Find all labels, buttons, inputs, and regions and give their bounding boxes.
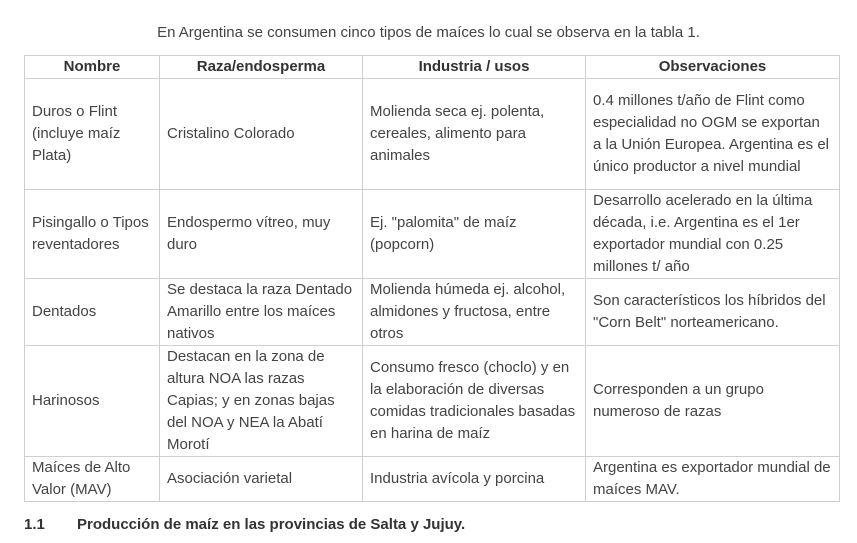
section-heading bbox=[24, 514, 465, 536]
cell-observaciones: Corresponden a un grupo numeroso de razas bbox=[586, 346, 840, 457]
table-row bbox=[25, 457, 840, 502]
cell-observaciones: Son característicos los híbridos del "Corn Belt" norteamericano. bbox=[586, 279, 840, 346]
cell-observaciones: 0.4 millones t/año de Flint como especialidad no OGM se exportan a la Unión Europea. Argentina es el único productor a nivel mundial bbox=[586, 79, 840, 190]
cell-nombre: Harinosos bbox=[25, 346, 160, 457]
cell-raza: Destacan en la zona de altura NOA las razas Capias; y en zonas bajas del NOA y NEA la Abatí Morotí bbox=[160, 346, 363, 457]
cell-raza: Cristalino Colorado bbox=[160, 79, 363, 190]
cell-observaciones: Argentina es exportador mundial de maíces MAV. bbox=[586, 457, 840, 502]
header-raza-endosperma: Raza/endosperma bbox=[160, 56, 363, 79]
cell-nombre: Duros o Flint (incluye maíz Plata) bbox=[25, 79, 160, 190]
cell-industria: Molienda húmeda ej. alcohol, almidones y fructosa, entre otros bbox=[363, 279, 586, 346]
cell-industria: Consumo fresco (choclo) y en la elaboración de diversas comidas tradicionales basadas en harina de maíz bbox=[363, 346, 586, 457]
cell-observaciones: Desarrollo acelerado en la última década, i.e. Argentina es el 1er exportador mundial con 0.25 millones t/ año bbox=[586, 190, 840, 279]
table-row bbox=[25, 279, 840, 346]
section-title: Producción de maíz en las provincias de Salta y Jujuy. bbox=[77, 516, 466, 533]
table-row bbox=[25, 79, 840, 190]
maize-types-table bbox=[24, 55, 840, 502]
table-row bbox=[25, 346, 840, 457]
cell-industria: Ej. "palomita" de maíz (popcorn) bbox=[363, 190, 586, 279]
cell-raza: Se destaca la raza Dentado Amarillo entre los maíces nativos bbox=[160, 279, 363, 346]
header-industria-usos: Industria / usos bbox=[363, 56, 586, 79]
header-nombre: Nombre bbox=[25, 56, 160, 79]
intro-paragraph: En Argentina se consumen cinco tipos de maíces lo cual se observa en la tabla 1. bbox=[157, 24, 700, 41]
cell-raza: Endospermo vítreo, muy duro bbox=[160, 190, 363, 279]
cell-raza: Asociación varietal bbox=[160, 457, 363, 502]
cell-industria: Molienda seca ej. polenta, cereales, alimento para animales bbox=[363, 79, 586, 190]
table-row bbox=[25, 190, 840, 279]
cell-nombre: Maíces de Alto Valor (MAV) bbox=[25, 457, 160, 502]
section-number: 1.1 bbox=[24, 516, 45, 533]
cell-nombre: Pisingallo o Tipos reventadores bbox=[25, 190, 160, 279]
cell-industria: Industria avícola y porcina bbox=[363, 457, 586, 502]
table-header-row bbox=[25, 56, 840, 79]
cell-nombre: Dentados bbox=[25, 279, 160, 346]
header-observaciones: Observaciones bbox=[586, 56, 840, 79]
